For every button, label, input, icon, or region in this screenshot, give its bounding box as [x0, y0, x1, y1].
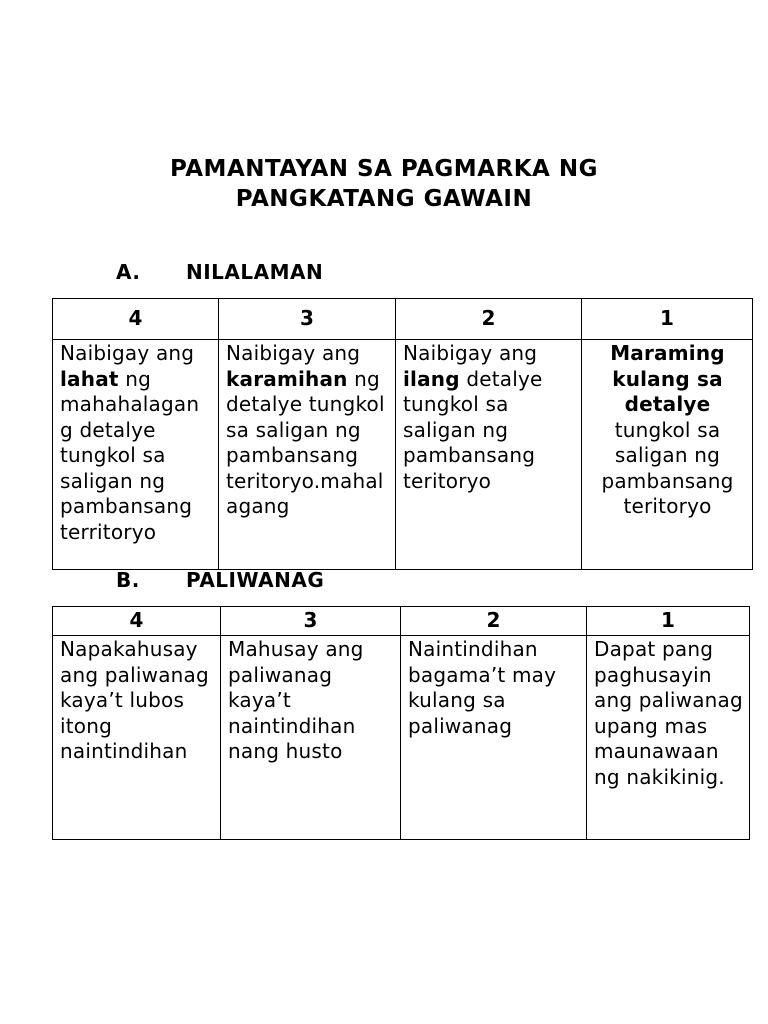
criteria-cell-3: Naibigay ang karamihan ng detalye tungkol sa saligan ng pambansang teritoryo.mahalagang	[219, 340, 396, 570]
section-b-letter: B.	[116, 568, 140, 592]
table-row	[53, 340, 753, 570]
section-a-letter: A.	[116, 260, 141, 284]
table-row	[53, 636, 750, 840]
criteria-cell-2: Naintindihan bagama’t may kulang sa paliwanag	[401, 636, 587, 840]
criteria-cell-4: Naibigay ang lahat ng mahahalagang detalye tungkol sa saligan ng pambansang territoryo	[53, 340, 219, 570]
table-header-row	[53, 299, 753, 340]
criteria-cell-4: Napakahusay ang paliwanag kaya’t lubos itong naintindihan	[53, 636, 221, 840]
section-a-heading	[116, 260, 323, 284]
criteria-cell-1: Dapat pang paghusayin ang paliwanag upang mas maunawaan ng nakikinig.	[587, 636, 750, 840]
score-header-1: 1	[582, 299, 753, 340]
nilalaman-rubric-table	[52, 298, 753, 570]
score-header-2: 2	[401, 607, 587, 636]
table-header-row	[53, 607, 750, 636]
section-b-title: PALIWANAG	[186, 568, 325, 592]
score-header-1: 1	[587, 607, 750, 636]
criteria-cell-3: Mahusay ang paliwanag kaya’t naintindihan nang husto	[221, 636, 401, 840]
score-header-3: 3	[219, 299, 396, 340]
score-header-3: 3	[221, 607, 401, 636]
score-header-4: 4	[53, 299, 219, 340]
criteria-cell-2: Naibigay ang ilang detalye tungkol sa saligan ng pambansang teritoryo	[396, 340, 582, 570]
score-header-4: 4	[53, 607, 221, 636]
criteria-cell-1: Maraming kulang sa detalye tungkol sa saligan ng pambansang teritoryo	[582, 340, 753, 570]
section-a-title: NILALAMAN	[186, 260, 324, 284]
section-b-heading	[116, 568, 324, 592]
title-line-2: PANGKATANG GAWAIN	[235, 186, 533, 212]
title-line-1: PAMANTAYAN SA PAGMARKA NG	[170, 156, 598, 182]
score-header-2: 2	[396, 299, 582, 340]
page-title	[0, 154, 768, 214]
paliwanag-rubric-table	[52, 606, 750, 840]
